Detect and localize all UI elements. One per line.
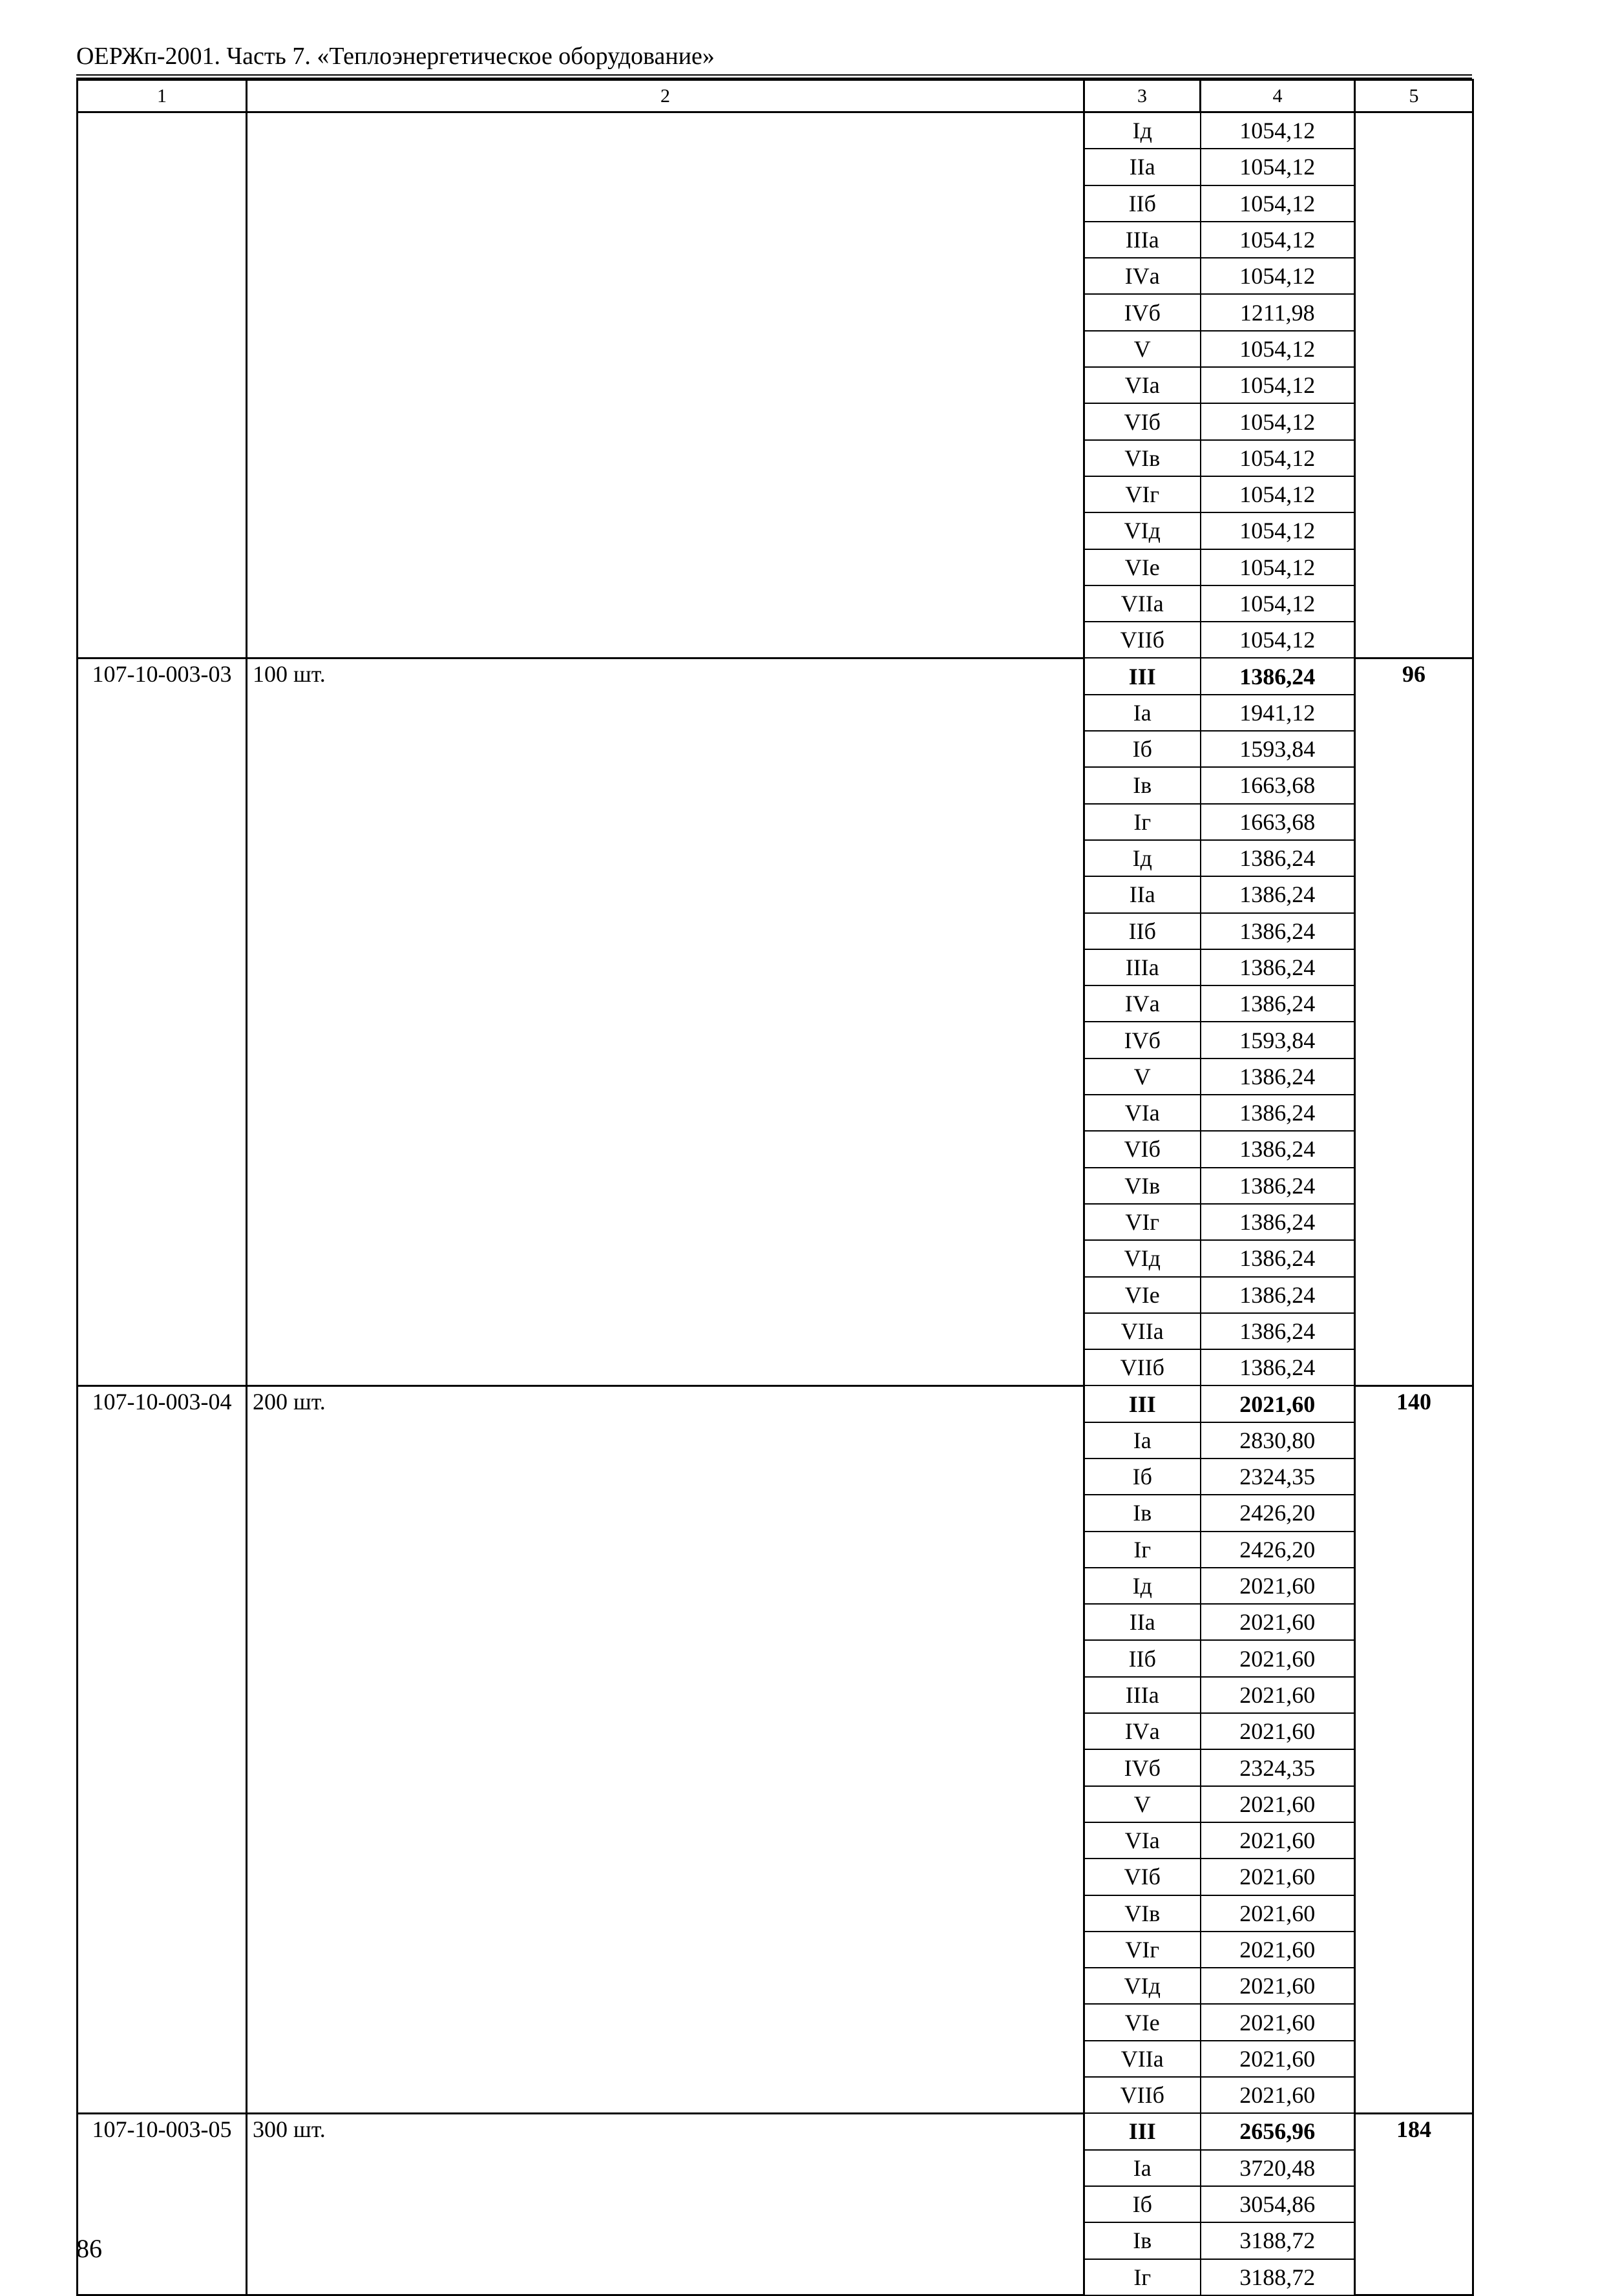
zone-cell: Iб xyxy=(1084,731,1201,767)
price-cell: 1386,24 xyxy=(1201,876,1355,912)
zone-cell: Iд xyxy=(1084,112,1201,149)
price-cell: 1054,12 xyxy=(1201,476,1355,512)
price-cell: 2021,60 xyxy=(1201,1968,1355,2004)
price-cell: 1386,24 xyxy=(1201,949,1355,985)
price-cell: 2021,60 xyxy=(1201,1932,1355,1968)
zone-cell: III xyxy=(1084,1385,1201,1422)
price-cell: 3054,86 xyxy=(1201,2186,1355,2222)
price-cell: 1054,12 xyxy=(1201,549,1355,585)
zone-cell: VIа xyxy=(1084,367,1201,403)
price-cell: 1054,12 xyxy=(1201,440,1355,476)
zone-cell: III xyxy=(1084,658,1201,694)
price-cell: 1054,12 xyxy=(1201,367,1355,403)
price-cell: 1054,12 xyxy=(1201,149,1355,185)
table-header xyxy=(78,80,1473,112)
price-cell: 1386,24 xyxy=(1201,1095,1355,1131)
price-cell: 1386,24 xyxy=(1201,840,1355,876)
zone-cell: Iа xyxy=(1084,1422,1201,1459)
zone-cell: VIв xyxy=(1084,1895,1201,1932)
price-cell: 1386,24 xyxy=(1201,1058,1355,1095)
zone-cell: VIIа xyxy=(1084,585,1201,622)
zone-cell: VIа xyxy=(1084,1095,1201,1131)
zone-cell: VIIа xyxy=(1084,1313,1201,1349)
price-cell: 2021,60 xyxy=(1201,1604,1355,1640)
zone-cell: Iг xyxy=(1084,804,1201,840)
zone-cell: VIа xyxy=(1084,1822,1201,1859)
price-cell: 2021,60 xyxy=(1201,2004,1355,2040)
zone-cell: IVб xyxy=(1084,294,1201,330)
zone-cell: VIе xyxy=(1084,2004,1201,2040)
rate-code-cell: 107-10-003-05 xyxy=(78,2113,247,2295)
zone-cell: IIа xyxy=(1084,149,1201,185)
zone-cell: VIд xyxy=(1084,512,1201,549)
table-row xyxy=(78,112,1473,149)
zone-cell: VIIб xyxy=(1084,622,1201,658)
page-number: 86 xyxy=(76,2234,102,2263)
zone-cell: IVб xyxy=(1084,1022,1201,1058)
table-row xyxy=(78,1385,1473,1422)
price-cell: 2021,60 xyxy=(1201,1713,1355,1749)
price-cell: 3188,72 xyxy=(1201,2259,1355,2295)
zone-cell: Iа xyxy=(1084,695,1201,731)
table-row xyxy=(78,2113,1473,2149)
zone-cell: IIб xyxy=(1084,913,1201,949)
zone-cell: VIIб xyxy=(1084,2077,1201,2113)
rate-code-cell xyxy=(78,112,247,658)
zone-cell: V xyxy=(1084,1058,1201,1095)
price-cell: 1386,24 xyxy=(1201,1240,1355,1276)
zone-cell: IIа xyxy=(1084,876,1201,912)
zone-cell: IVа xyxy=(1084,1713,1201,1749)
zone-cell: Iд xyxy=(1084,1568,1201,1604)
zone-cell: VIв xyxy=(1084,440,1201,476)
price-cell: 1054,12 xyxy=(1201,222,1355,258)
price-cell: 1941,12 xyxy=(1201,695,1355,731)
zone-cell: Iв xyxy=(1084,2222,1201,2259)
price-cell: 2021,60 xyxy=(1201,2041,1355,2077)
price-cell: 2656,96 xyxy=(1201,2113,1355,2149)
price-cell: 1386,24 xyxy=(1201,1131,1355,1167)
zone-cell: VIе xyxy=(1084,1277,1201,1313)
labor-cost-cell: 140 xyxy=(1355,1385,1473,2113)
rate-code-cell: 107-10-003-03 xyxy=(78,658,247,1385)
zone-cell: IIIа xyxy=(1084,222,1201,258)
price-cell: 1593,84 xyxy=(1201,1022,1355,1058)
zone-cell: IIIа xyxy=(1084,1677,1201,1713)
price-cell: 1386,24 xyxy=(1201,1204,1355,1240)
zone-cell: VIб xyxy=(1084,1131,1201,1167)
labor-cost-cell: 96 xyxy=(1355,658,1473,1385)
price-cell: 2021,60 xyxy=(1201,2077,1355,2113)
zone-cell: IVб xyxy=(1084,1749,1201,1785)
zone-cell: IIб xyxy=(1084,1640,1201,1676)
price-cell: 1593,84 xyxy=(1201,731,1355,767)
price-cell: 1054,12 xyxy=(1201,185,1355,222)
zone-cell: IIIа xyxy=(1084,949,1201,985)
zone-cell: VIб xyxy=(1084,1859,1201,1895)
price-cell: 3188,72 xyxy=(1201,2222,1355,2259)
zone-cell: Iв xyxy=(1084,767,1201,803)
zone-cell: VIд xyxy=(1084,1968,1201,2004)
price-cell: 1386,24 xyxy=(1201,1277,1355,1313)
column-header-5: 5 xyxy=(1355,80,1473,112)
table-row xyxy=(78,658,1473,694)
price-cell: 1386,24 xyxy=(1201,913,1355,949)
column-header-2: 2 xyxy=(247,80,1084,112)
price-cell: 2021,60 xyxy=(1201,1822,1355,1859)
page-header-title: ОЕРЖп-2001. Часть 7. «Теплоэнергетическое оборудование» xyxy=(76,43,715,70)
price-cell: 1054,12 xyxy=(1201,622,1355,658)
price-cell: 2021,60 xyxy=(1201,1640,1355,1676)
labor-cost-cell xyxy=(1355,112,1473,658)
zone-cell: IIа xyxy=(1084,1604,1201,1640)
price-cell: 2324,35 xyxy=(1201,1749,1355,1785)
zone-cell: VIб xyxy=(1084,403,1201,439)
header-rule-thin xyxy=(76,74,1472,76)
column-header-4: 4 xyxy=(1201,80,1355,112)
price-cell: 1663,68 xyxy=(1201,767,1355,803)
price-cell: 2021,60 xyxy=(1201,1786,1355,1822)
zone-cell: VIг xyxy=(1084,1932,1201,1968)
unit-name-cell: 100 шт. xyxy=(247,658,1084,1385)
zone-cell: VIIа xyxy=(1084,2041,1201,2077)
price-cell: 2426,20 xyxy=(1201,1495,1355,1531)
price-cell: 1663,68 xyxy=(1201,804,1355,840)
price-cell: 1054,12 xyxy=(1201,585,1355,622)
price-cell: 1386,24 xyxy=(1201,1313,1355,1349)
price-cell: 1211,98 xyxy=(1201,294,1355,330)
price-cell: 2021,60 xyxy=(1201,1385,1355,1422)
price-cell: 3720,48 xyxy=(1201,2150,1355,2186)
zone-cell: IIб xyxy=(1084,185,1201,222)
price-table xyxy=(76,79,1474,2296)
price-cell: 1386,24 xyxy=(1201,658,1355,694)
zone-cell: VIг xyxy=(1084,476,1201,512)
price-cell: 1386,24 xyxy=(1201,985,1355,1022)
price-cell: 1386,24 xyxy=(1201,1349,1355,1385)
price-cell: 1054,12 xyxy=(1201,258,1355,294)
column-header-3: 3 xyxy=(1084,80,1201,112)
column-number-row xyxy=(78,80,1473,112)
zone-cell: VIд xyxy=(1084,1240,1201,1276)
zone-cell: VIг xyxy=(1084,1204,1201,1240)
zone-cell: Iа xyxy=(1084,2150,1201,2186)
price-cell: 2021,60 xyxy=(1201,1568,1355,1604)
price-cell: 2426,20 xyxy=(1201,1532,1355,1568)
labor-cost-cell: 184 xyxy=(1355,2113,1473,2295)
zone-cell: IVа xyxy=(1084,985,1201,1022)
zone-cell: VIIб xyxy=(1084,1349,1201,1385)
price-cell: 1054,12 xyxy=(1201,403,1355,439)
price-cell: 2021,60 xyxy=(1201,1859,1355,1895)
price-cell: 2830,80 xyxy=(1201,1422,1355,1459)
price-cell: 1054,12 xyxy=(1201,112,1355,149)
unit-name-cell: 300 шт. xyxy=(247,2113,1084,2295)
zone-cell: III xyxy=(1084,2113,1201,2149)
zone-cell: Iб xyxy=(1084,1459,1201,1495)
zone-cell: IVа xyxy=(1084,258,1201,294)
zone-cell: Iг xyxy=(1084,1532,1201,1568)
table-body xyxy=(78,112,1473,2295)
price-cell: 1054,12 xyxy=(1201,331,1355,367)
zone-cell: V xyxy=(1084,1786,1201,1822)
zone-cell: V xyxy=(1084,331,1201,367)
price-cell: 1386,24 xyxy=(1201,1168,1355,1204)
zone-cell: Iб xyxy=(1084,2186,1201,2222)
price-cell: 2324,35 xyxy=(1201,1459,1355,1495)
unit-name-cell: 200 шт. xyxy=(247,1385,1084,2113)
zone-cell: Iв xyxy=(1084,1495,1201,1531)
zone-cell: VIв xyxy=(1084,1168,1201,1204)
zone-cell: Iг xyxy=(1084,2259,1201,2295)
rate-code-cell: 107-10-003-04 xyxy=(78,1385,247,2113)
price-cell: 2021,60 xyxy=(1201,1895,1355,1932)
price-cell: 1054,12 xyxy=(1201,512,1355,549)
column-header-1: 1 xyxy=(78,80,247,112)
price-cell: 2021,60 xyxy=(1201,1677,1355,1713)
unit-name-cell xyxy=(247,112,1084,658)
zone-cell: Iд xyxy=(1084,840,1201,876)
zone-cell: VIе xyxy=(1084,549,1201,585)
